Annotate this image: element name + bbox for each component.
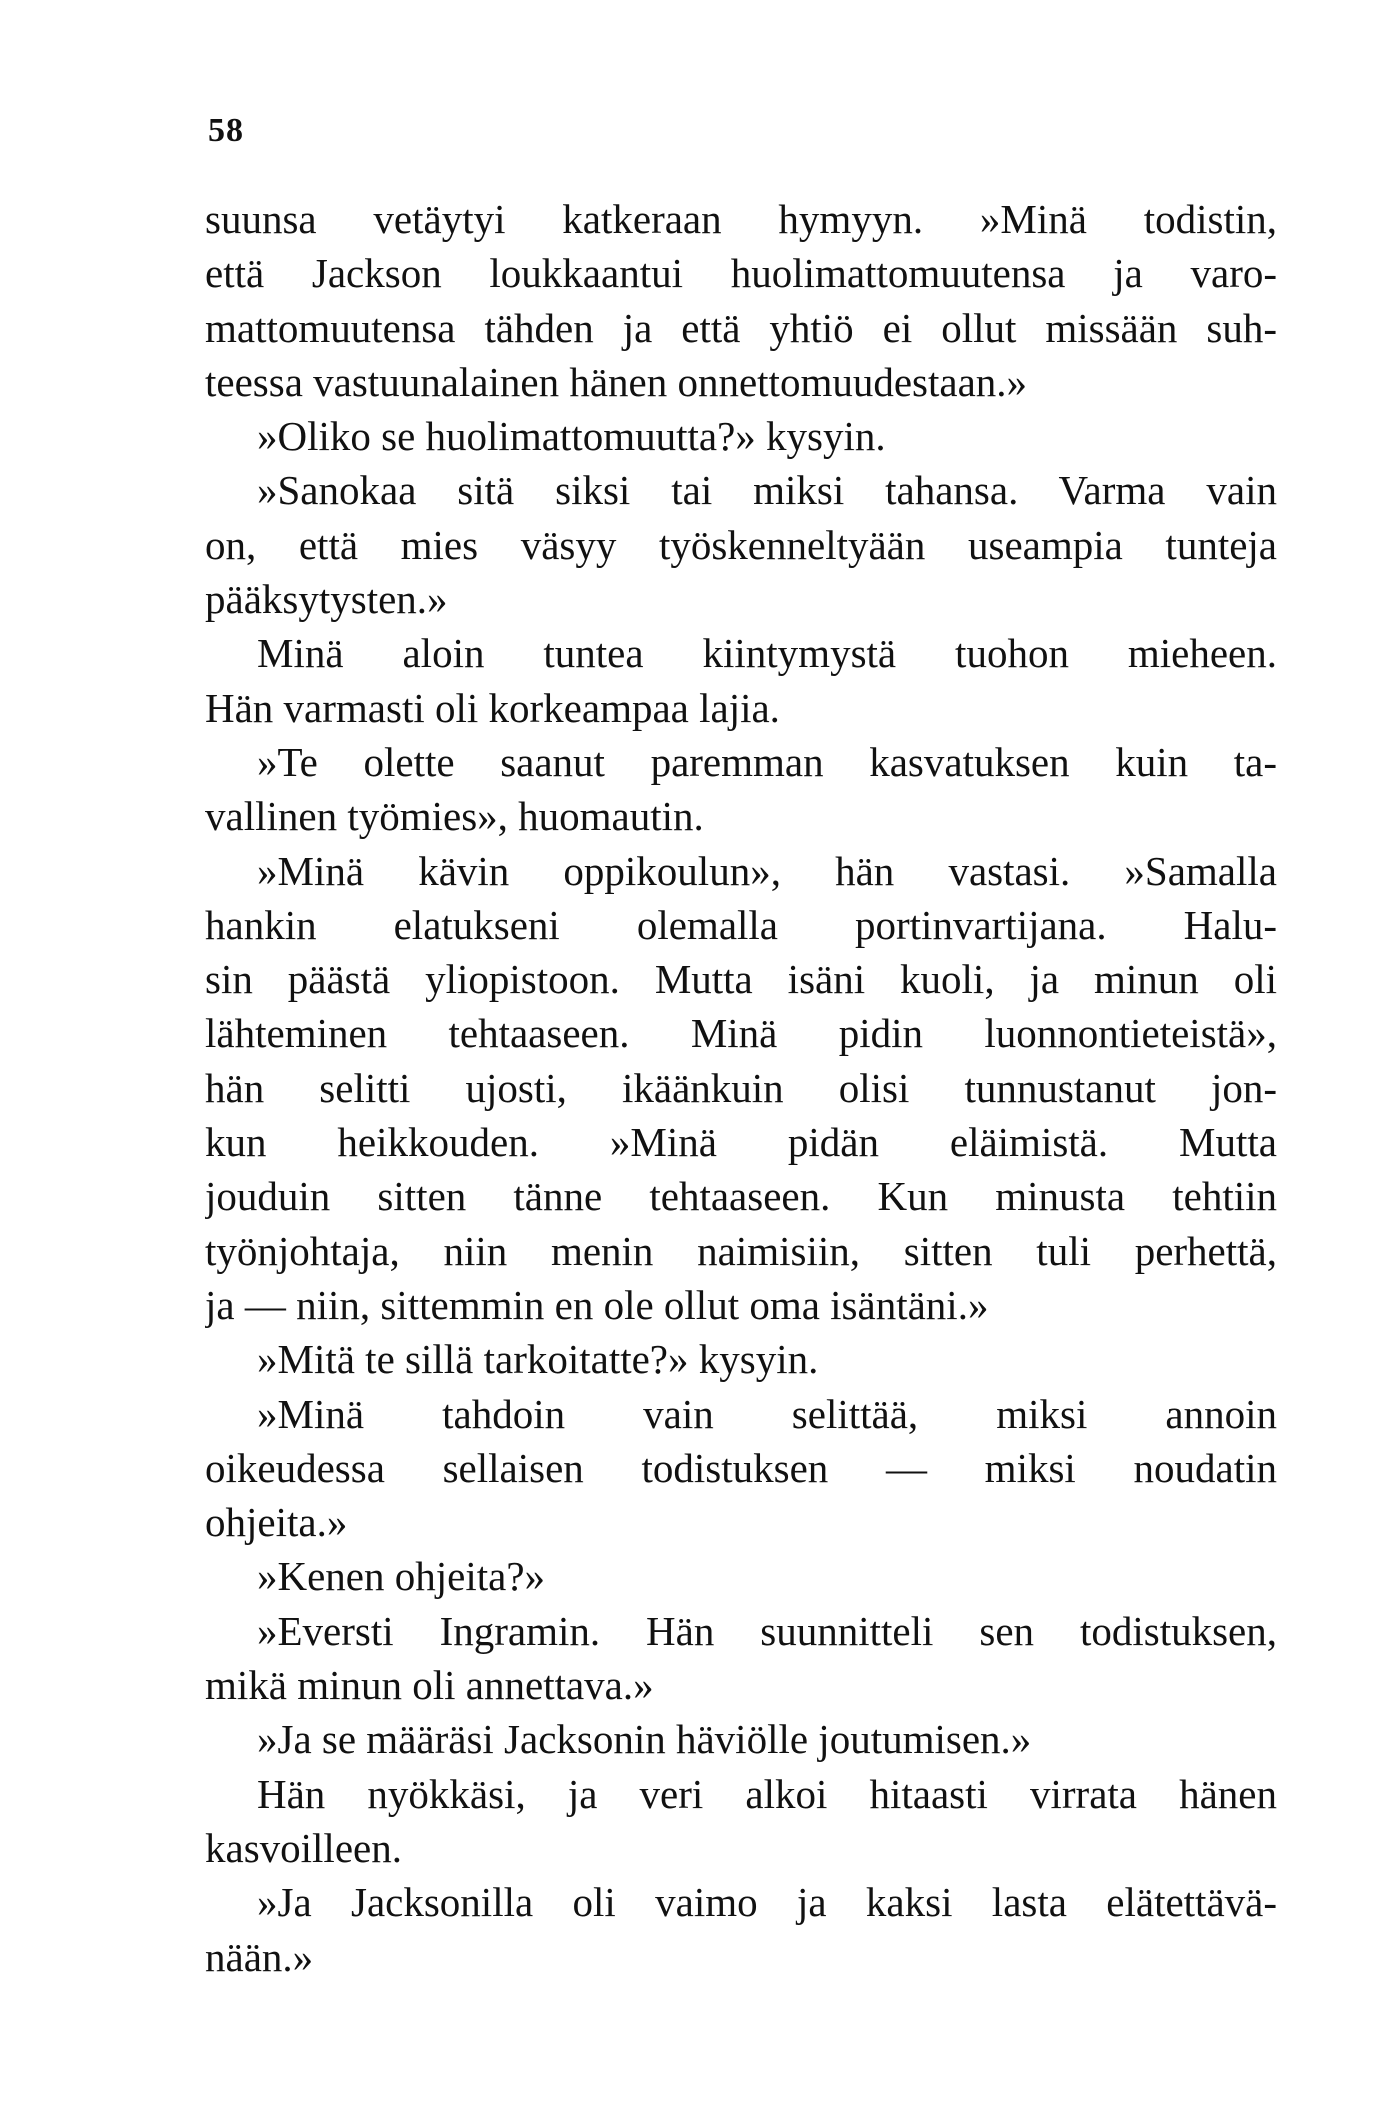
text-line: oikeudessa sellaisen todistuksen — miksi noudatin	[205, 1444, 1277, 1491]
text-line: hankin elatukseni olemalla portinvartijana. Halu-	[205, 901, 1277, 948]
text-line: »Oliko se huolimattomuutta?» kysyin.	[257, 413, 886, 460]
text-line: nään.»	[205, 1933, 314, 1980]
text-line: »Kenen ohjeita?»	[257, 1553, 546, 1600]
text-line: suunsa vetäytyi katkeraan hymyyn. »Minä todistin,	[205, 196, 1277, 242]
text-line: »Mitä te sillä tarkoitatte?» kysyin.	[257, 1336, 819, 1383]
text-line: Hän nyökkäsi, ja veri alkoi hitaasti virrata hänen	[257, 1770, 1277, 1817]
text-line: mikä minun oli annettava.»	[205, 1662, 654, 1709]
text-line: jouduin sitten tänne tehtaaseen. Kun minusta tehtiin	[205, 1173, 1277, 1220]
text-line: on, että mies väsyy työskenneltyään useampia tunteja	[205, 521, 1277, 568]
text-line: »Minä tahdoin vain selittää, miksi annoin	[257, 1390, 1277, 1437]
text-line: kun heikkouden. »Minä pidän eläimistä. Mutta	[205, 1119, 1277, 1166]
text-line: teessa vastuunalainen hänen onnettomuudestaan.»	[205, 358, 1028, 405]
text-line: ohjeita.»	[205, 1499, 348, 1546]
text-line: kasvoilleen.	[205, 1824, 402, 1871]
text-line: »Ja Jacksonilla oli vaimo ja kaksi lasta elätettävä-	[257, 1879, 1277, 1926]
text-line: mattomuutensa tähden ja että yhtiö ei ollut missään suh-	[205, 304, 1277, 351]
text-line: työnjohtaja, niin menin naimisiin, sitten tuli perhettä,	[205, 1227, 1277, 1274]
page-number: 58	[208, 112, 244, 149]
text-line: »Minä kävin oppikoulun», hän vastasi. »Samalla	[257, 847, 1277, 894]
body-text	[205, 192, 1277, 1984]
text-line: pääksytysten.»	[205, 576, 448, 623]
text-line: lähteminen tehtaaseen. Minä pidin luonnontieteistä»,	[205, 1010, 1277, 1057]
text-line: vallinen työmies», huomautin.	[205, 793, 704, 840]
text-line: hän selitti ujosti, ikäänkuin olisi tunnustanut jon-	[205, 1064, 1277, 1111]
text-line: »Ja se määräsi Jacksonin häviölle joutumisen.»	[257, 1716, 1032, 1763]
text-line: Minä aloin tuntea kiintymystä tuohon mieheen.	[257, 630, 1277, 677]
text-line: »Sanokaa sitä siksi tai miksi tahansa. Varma vain	[257, 467, 1277, 514]
text-line: ja — niin, sittemmin en ole ollut oma isäntäni.»	[205, 1281, 989, 1328]
text-line: sin päästä yliopistoon. Mutta isäni kuoli, ja minun oli	[205, 956, 1277, 1003]
text-line: että Jackson loukkaantui huolimattomuutensa ja varo-	[205, 250, 1277, 297]
text-line: »Te olette saanut paremman kasvatuksen kuin ta-	[257, 738, 1277, 785]
text-line: »Eversti Ingramin. Hän suunnitteli sen todistuksen,	[257, 1607, 1277, 1654]
text-line: Hän varmasti oli korkeampaa lajia.	[205, 684, 780, 731]
